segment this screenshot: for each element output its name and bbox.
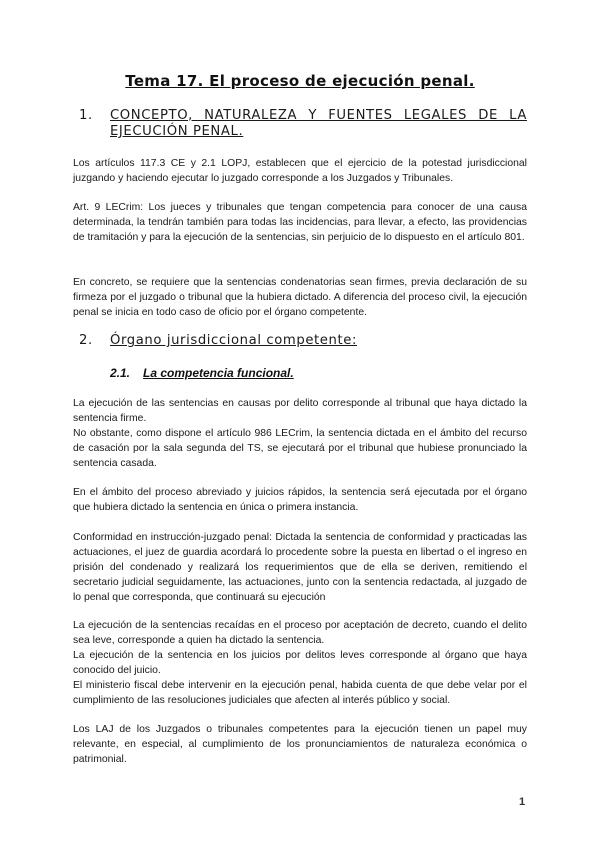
paragraph: No obstante, como dispone el artículo 986 LECrim, la sentencia dictada en el ámbito del recurso de casación por la sala segunda del TS, se ejecutará por el tribunal que hubiese pronunciado la sentencia casada. [73, 428, 527, 469]
page-title: Tema 17. El proceso de ejecución penal. [125, 72, 475, 90]
paragraph: En el ámbito del proceso abreviado y juicios rápidos, la sentencia será ejecutada por el órgano que hubiera dictado la sentencia en única o primera instancia. [73, 487, 527, 513]
paragraph: La ejecución de la sentencias recaídas en el proceso por aceptación de decreto, cuando el delito sea leve, corresponde a quien ha dictado la sentencia. [73, 620, 527, 646]
section-heading-1 [79, 108, 527, 140]
section-title: Órgano jurisdiccional competente: [110, 333, 358, 348]
section-number: 1. [79, 108, 93, 123]
paragraph: Los LAJ de los Juzgados o tribunales competentes para la ejecución tienen un papel muy relevante, en especial, al cumplimiento de los pronunciamientos de naturaleza económica o patrimonial. [73, 724, 527, 765]
subsection-title: La competencia funcional. [143, 366, 294, 380]
section-number: 2. [79, 333, 93, 348]
paragraph: La ejecución de las sentencias en causas por delito corresponde al tribunal que haya dictado la sentencia firme. [73, 398, 527, 424]
page-number: 1 [519, 796, 526, 808]
subsection-heading [110, 366, 294, 380]
paragraph: Conformidad en instrucción-juzgado penal: Dictada la sentencia de conformidad y practicadas las actuaciones, el juez de guardia acordará lo procedente sobre la puesta en libertad o el ingreso en prisión del condenado y realizará los requerimientos que de ella se deriven, remitiendo el secretario judicial seguidamente, las actuaciones, junto con la sentencia redactada, al juzgado de lo penal que corresponda, que continuará su ejecución [73, 532, 527, 603]
paragraph: La ejecución de la sentencia en los juicios por delitos leves corresponde al órgano que haya conocido del juicio. [73, 650, 527, 676]
section-title: CONCEPTO, NATURALEZA Y FUENTES LEGALES DE LA EJECUCIÓN PENAL. [110, 108, 527, 139]
paragraph: Los artículos 117.3 CE y 2.1 LOPJ, establecen que el ejercicio de la potestad jurisdiccional juzgando y haciendo ejecutar lo juzgado corresponde a los Juzgados y Tribunales. [73, 158, 527, 184]
section-heading-2 [79, 333, 527, 349]
paragraph: El ministerio fiscal debe intervenir en la ejecución penal, habida cuenta de que debe velar por el cumplimiento de las resoluciones judiciales que afecten al interés público y social. [73, 680, 527, 706]
paragraph: Art. 9 LECrim: Los jueces y tribunales que tengan competencia para conocer de una causa determinada, la tendrán también para todas las incidencias, para llevar, a efecto, las providencias de tramitación y para la ejecución de la sentencias, sin perjuicio de lo dispuesto en el artículo 801. [73, 202, 527, 243]
subsection-number: 2.1. [110, 366, 131, 380]
paragraph: En concreto, se requiere que la sentencias condenatorias sean firmes, previa declaración de su firmeza por el juzgado o tribunal que la hubiera dictado. A diferencia del proceso civil, la ejecución penal se inicia en todo caso de oficio por el órgano competente. [73, 277, 527, 318]
